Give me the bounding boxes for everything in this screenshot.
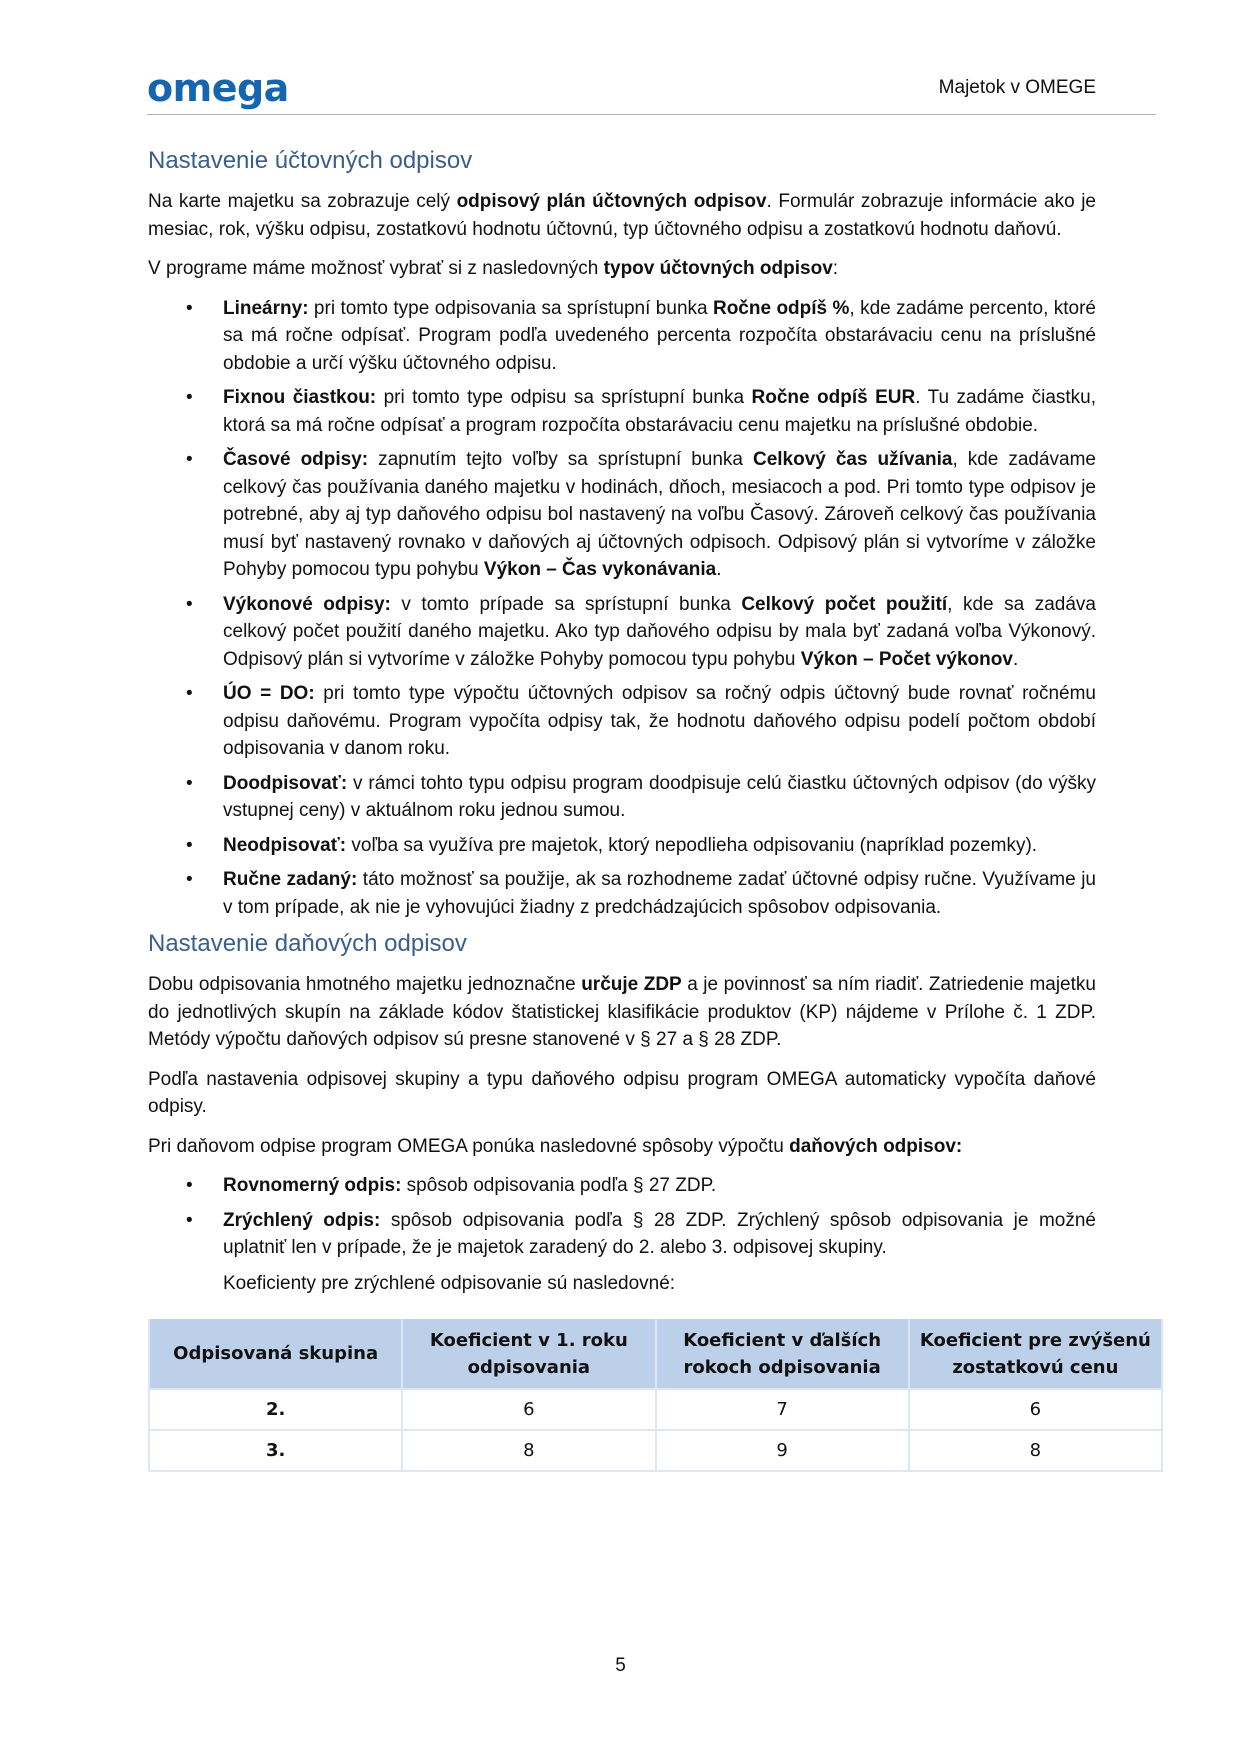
- table-cell: 3.: [149, 1430, 402, 1471]
- list-item-complete-depreciation: [148, 770, 1096, 825]
- term: Zrýchlený odpis:: [223, 1209, 381, 1231]
- bold-text: Výkon – Počet výkonov: [800, 648, 1013, 670]
- column-header: Koeficient v 1. roku odpisovania: [402, 1319, 655, 1389]
- table-cell: 9: [656, 1430, 909, 1471]
- term: Výkonové odpisy:: [223, 593, 391, 615]
- column-header: Koeficient v ďalších rokoch odpisovania: [656, 1319, 909, 1389]
- list-item-performance-based: [148, 591, 1096, 674]
- list-item-straight-line: [148, 1172, 1096, 1200]
- bold-text: typov účtovných odpisov: [603, 258, 833, 279]
- bullet-icon: •: [186, 449, 193, 470]
- bold-text: Ročne odpíš %: [712, 297, 850, 319]
- zdp-paragraph: [148, 971, 1096, 1054]
- table-cell: 8: [909, 1430, 1162, 1471]
- table-cell: 6: [402, 1389, 655, 1430]
- bullet-icon: •: [186, 1209, 193, 1231]
- text: zapnutím tejto voľby sa sprístupní bunka: [368, 449, 753, 470]
- bold-text: Celkový čas užívania: [752, 449, 953, 470]
- list-item-accelerated: [148, 1207, 1096, 1262]
- table-row: [149, 1389, 1162, 1430]
- term: Fixnou čiastkou:: [223, 387, 377, 408]
- list-item-uo-equals-do: [148, 680, 1096, 763]
- list-item-time-based: [148, 446, 1096, 584]
- text: táto možnosť sa použije, ak sa rozhodneme zadať účtovné odpisy ručne. Využívame ju v tom prípade, ak nie je vyhovujúci žiadny z predchádzajúcich spôsobov odpisovania.: [223, 869, 1096, 918]
- list-item-manual: [148, 866, 1096, 921]
- text: Na karte majetku sa zobrazuje celý: [148, 191, 457, 212]
- list-item-no-depreciation: [148, 832, 1096, 860]
- header-title: Majetok v OMEGE: [938, 77, 1096, 98]
- text: pri tomto type odpisovania sa sprístupní bunka: [308, 297, 713, 319]
- text: , kde sa zadáva celkový počet použití daného majetku. Ako typ daňového odpisu by mala byť zadaná voľba Výkonový. Odpisový plán si vytvoríme v záložke Pohyby pomocou typu pohybu: [223, 593, 1096, 670]
- text: Pri daňovom odpise program OMEGA ponúka nasledovné spôsoby výpočtu: [148, 1135, 790, 1157]
- bullet-icon: •: [186, 834, 193, 856]
- term: Neodpisovať:: [223, 834, 347, 856]
- term: Doodpisovať:: [223, 772, 348, 794]
- term: Lineárny:: [223, 297, 309, 319]
- table-cell: 8: [402, 1430, 655, 1471]
- page-content: [148, 146, 1151, 1472]
- column-header: Koeficient pre zvýšenú zostatkovú cenu: [909, 1319, 1162, 1389]
- term: Rovnomerný odpis:: [223, 1175, 402, 1196]
- table-header-row: [149, 1319, 1162, 1389]
- text: , kde zadáme percento, ktoré sa má ročne odpísať. Program podľa uvedeného percenta rozpočíta obstarávaciu cenu na príslušné obdobie a určí výšku účtovného odpisu.: [223, 297, 1096, 374]
- section-heading-tax-depreciation: Nastavenie daňových odpisov: [148, 930, 467, 957]
- bold-text: Výkon – Čas vykonávania: [483, 559, 717, 580]
- bold-text: Celkový počet použití: [741, 593, 948, 615]
- text: spôsob odpisovania podľa § 28 ZDP. Zrýchlený spôsob odpisovania je možné uplatniť len v prípade, že je majetok zaradený do 2. alebo 3. odpisovej skupiny.: [223, 1209, 1096, 1258]
- page-header: [147, 66, 1156, 116]
- text: a je povinnosť sa ním riadiť. Zatriedenie majetku do jednotlivých skupín na základe kódov štatistickej klasifikácie produktov (KP) nájdeme v Prílohe č. 1 ZDP. Metódy výpočtu daňových odpisov sú presne stanovené v § 27 a § 28 ZDP.: [148, 974, 1096, 1050]
- table-cell: 7: [656, 1389, 909, 1430]
- text: .: [1012, 648, 1019, 670]
- accounting-depreciation-types-list: [148, 295, 1096, 922]
- term: Ručne zadaný:: [223, 869, 358, 890]
- bold-text: určuje ZDP: [581, 974, 682, 995]
- text: .: [716, 559, 722, 580]
- omega-logo: omega: [147, 66, 289, 110]
- term: ÚO = DO:: [223, 683, 315, 704]
- tax-methods-intro-paragraph: [148, 1133, 1096, 1161]
- bullet-icon: •: [186, 297, 193, 319]
- header-divider: [147, 114, 1156, 115]
- text: V programe máme možnosť vybrať si z nasledovných: [148, 258, 604, 279]
- intro-paragraph: [148, 188, 1096, 243]
- term: Časové odpisy:: [223, 449, 369, 470]
- list-item-linear: [148, 295, 1096, 378]
- bold-text: Ročne odpíš EUR: [751, 387, 916, 408]
- text: , kde zadávame celkový čas používania daného majetku v hodinách, dňoch, mesiacoch a pod. Pri tomto type odpisov je potrebné, aby aj typ daňového odpisu bol nastavený na voľbu Časový. Zároveň celkový čas používania musí byť nastavený rovnako v daňových aj účtovných odpisoch. Odpisový plán si vytvoríme v záložke Pohyby pomocou typu pohybu: [223, 449, 1096, 580]
- text: spôsob odpisovania podľa § 27 ZDP.: [401, 1175, 717, 1196]
- text: voľba sa využíva pre majetok, ktorý nepodlieha odpisovaniu (napríklad pozemky).: [346, 834, 1038, 856]
- bullet-icon: •: [186, 683, 193, 704]
- table-row: [149, 1430, 1162, 1471]
- text: v rámci tohto typu odpisu program doodpisuje celú čiastku účtovných odpisov (do výšky vstupnej ceny) v aktuálnom roku jednou sumou.: [223, 772, 1096, 821]
- bullet-icon: •: [186, 772, 193, 794]
- column-header: Odpisovaná skupina: [149, 1319, 402, 1389]
- table-cell: 2.: [149, 1389, 402, 1430]
- list-item-fixed-amount: [148, 384, 1096, 439]
- bullet-icon: •: [186, 1175, 193, 1196]
- text: :: [832, 258, 839, 279]
- bullet-icon: •: [186, 387, 193, 408]
- text: pri tomto type odpisu sa sprístupní bunka: [376, 387, 752, 408]
- coefficients-table: [148, 1319, 1163, 1472]
- text: Dobu odpisovania hmotného majetku jednoznačne: [148, 974, 582, 995]
- bullet-icon: •: [186, 869, 193, 890]
- page-number: 5: [615, 1655, 626, 1676]
- text: pri tomto type výpočtu účtovných odpisov sa ročný odpis účtovný bude rovnať ročnému odpisu daňovému. Program vypočíta odpisy tak, že hodnotu daňového odpisu podelí počtom období odpisovania v danom roku.: [223, 683, 1096, 759]
- bold-text: daňových odpisov:: [789, 1135, 963, 1157]
- text: . Tu zadáme čiastku, ktorá sa má ročne odpísať a program rozpočíta obstarávaciu cenu majetku na príslušné obdobie.: [223, 387, 1097, 436]
- types-intro-paragraph: [148, 255, 1096, 283]
- tax-depreciation-methods-list: [148, 1172, 1096, 1262]
- text: . Formulár zobrazuje informácie ako je mesiac, rok, výšku odpisu, zostatkovú hodnotu účtovnú, typ účtovného odpisu a zostatkovú hodnotu daňovú.: [148, 191, 1096, 240]
- table-cell: 6: [909, 1389, 1162, 1430]
- bold-text: odpisový plán účtovných odpisov: [456, 191, 767, 212]
- coefficients-note: Koeficienty pre zrýchlené odpisovanie sú nasledovné:: [223, 1272, 676, 1294]
- auto-calc-paragraph: Podľa nastavenia odpisovej skupiny a typu daňového odpisu program OMEGA automaticky vypočíta daňové odpisy.: [148, 1068, 1096, 1117]
- section-heading-accounting-depreciation: Nastavenie účtovných odpisov: [148, 147, 473, 174]
- bullet-icon: •: [186, 593, 193, 615]
- text: v tomto prípade sa sprístupní bunka: [390, 593, 742, 615]
